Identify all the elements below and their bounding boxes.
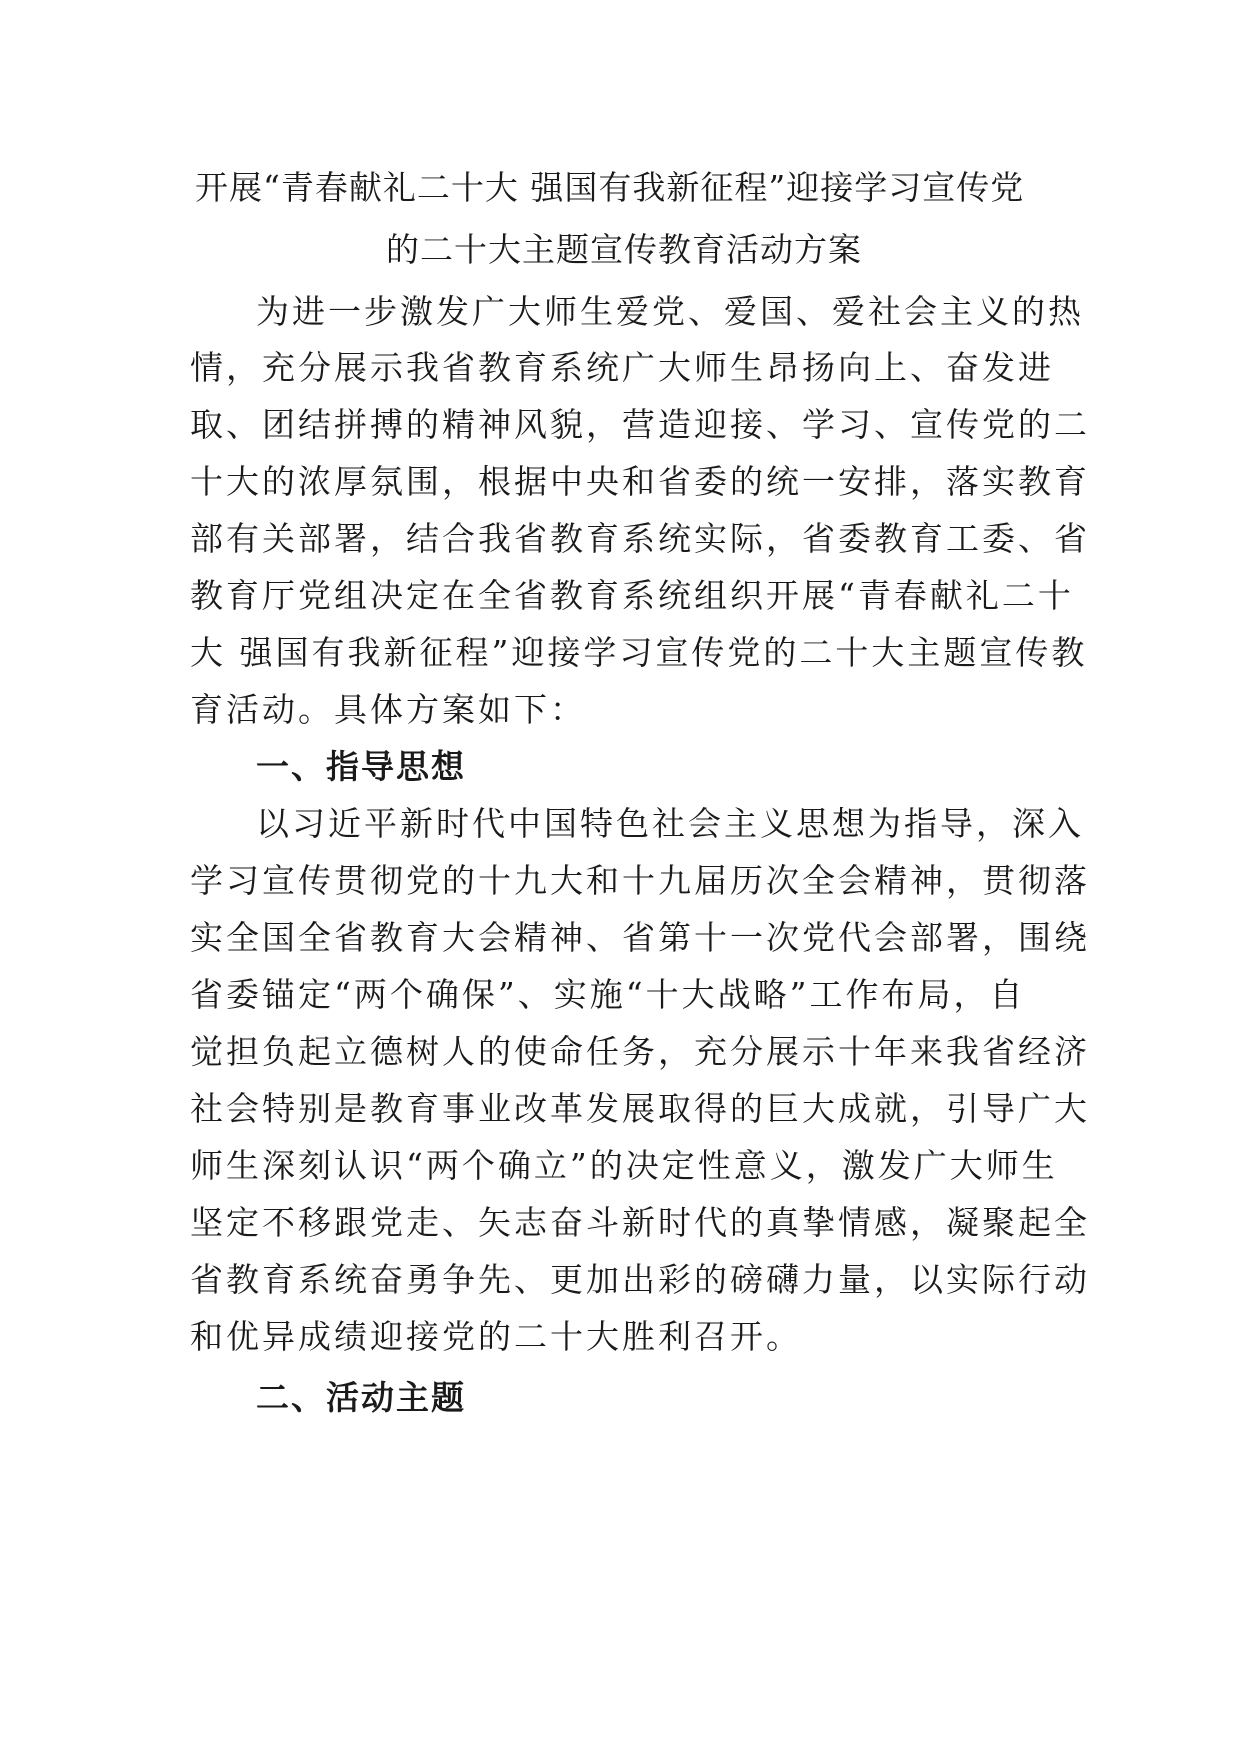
section-1-line: 省委锚定“两个确保”、实施“十大战略”工作布局，自 — [190, 975, 1026, 1014]
intro-line: 十大的浓厚氛围，根据中央和省委的统一安排，落实教育 — [190, 462, 1090, 501]
document-title-line-2: 的二十大主题宣传教育活动方案 — [386, 230, 862, 269]
section-1-line: 和优异成绩迎接党的二十大胜利召开。 — [190, 1317, 802, 1356]
intro-line: 取、团结拼搏的精神风貌，营造迎接、学习、宣传党的二 — [190, 405, 1090, 444]
intro-line: 教育厅党组决定在全省教育系统组织开展“青春献礼二十 — [190, 576, 1074, 615]
section-1-line: 师生深刻认识“两个确立”的决定性意义，激发广大师生 — [190, 1146, 1058, 1185]
section-1-line: 坚定不移跟党走、矢志奋斗新时代的真挚情感，凝聚起全 — [190, 1203, 1090, 1242]
section-1-line: 觉担负起立德树人的使命任务，充分展示十年来我省经济 — [190, 1032, 1090, 1071]
intro-line: 部有关部署，结合我省教育系统实际，省委教育工委、省 — [190, 519, 1090, 558]
intro-line: 大 强国有我新征程”迎接学习宣传党的二十大主题宣传教 — [190, 633, 1088, 672]
section-1-line: 省教育系统奋勇争先、更加出彩的磅礴力量，以实际行动 — [190, 1260, 1090, 1299]
document-title-line-1: 开展“青春献礼二十大 强国有我新征程”迎接学习宣传党 — [195, 168, 1025, 207]
section-2-heading: 二、活动主题 — [256, 1378, 466, 1417]
intro-line: 情，充分展示我省教育系统广大师生昂扬向上、奋发进 — [190, 348, 1054, 387]
section-1-heading: 一、指导思想 — [256, 747, 466, 786]
section-1-line: 实全国全省教育大会精神、省第十一次党代会部署，围绕 — [190, 918, 1090, 957]
section-1-line: 学习宣传贯彻党的十九大和十九届历次全会精神，贯彻落 — [190, 861, 1090, 900]
intro-line: 为进一步激发广大师生爱党、爱国、爱社会主义的热 — [256, 292, 1084, 331]
intro-line: 育活动。具体方案如下： — [190, 690, 586, 729]
section-1-line: 以习近平新时代中国特色社会主义思想为指导，深入 — [256, 804, 1084, 843]
section-1-line: 社会特别是教育事业改革发展取得的巨大成就，引导广大 — [190, 1089, 1090, 1128]
